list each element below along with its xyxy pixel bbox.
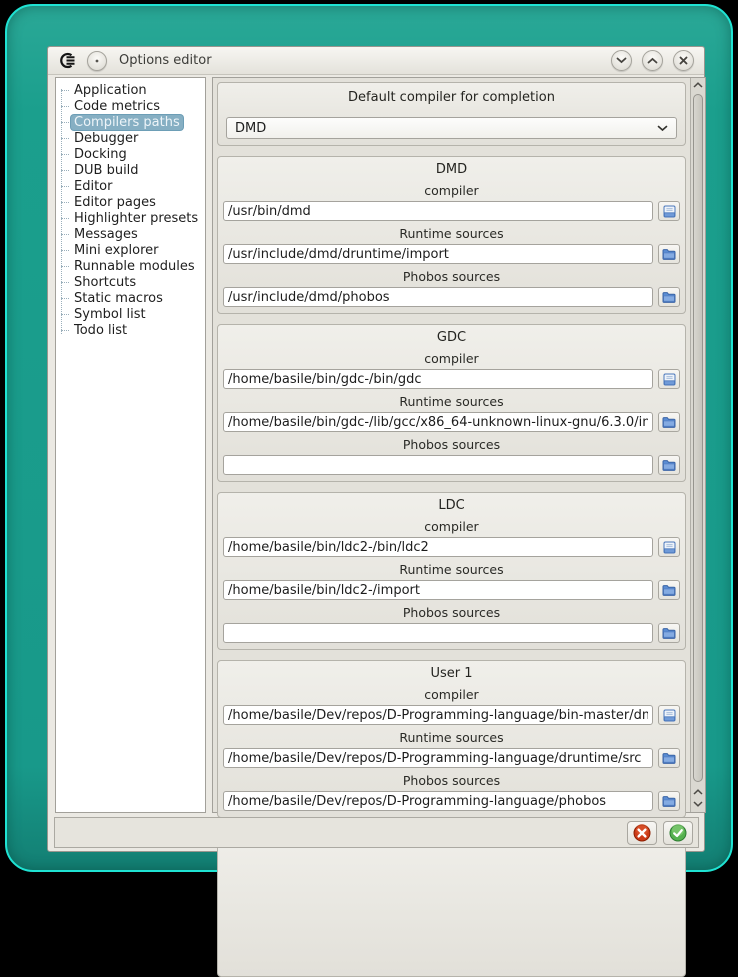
cancel-icon: [633, 824, 651, 842]
sidebar-item-compilers-paths[interactable]: Compilers paths: [56, 114, 205, 130]
compiler-group: [217, 660, 686, 818]
tree-line: [61, 250, 69, 251]
folder-icon: [662, 416, 676, 428]
sidebar-item-messages[interactable]: Messages: [56, 226, 205, 242]
compiler-path-input[interactable]: [223, 537, 653, 557]
group-title: User 1: [430, 666, 473, 681]
sidebar-item-debugger[interactable]: Debugger: [56, 130, 205, 146]
scroll-up-button-bottom[interactable]: [691, 786, 705, 798]
sources-path-input[interactable]: [223, 580, 653, 600]
cancel-button[interactable]: [627, 821, 657, 845]
compiler-path-input[interactable]: [223, 705, 653, 725]
chevron-up-icon: [693, 789, 703, 795]
sidebar-item-static-macros[interactable]: Static macros: [56, 290, 205, 306]
sidebar-item-dub-build[interactable]: DUB build: [56, 162, 205, 178]
field-label: compiler: [424, 183, 479, 198]
window-frame: [5, 4, 733, 872]
titlebar-menu-button[interactable]: [87, 51, 107, 71]
minimize-button[interactable]: [611, 50, 632, 71]
sidebar-item-highlighter-presets[interactable]: Highlighter presets: [56, 210, 205, 226]
sources-path-input[interactable]: [223, 455, 653, 475]
select-folder-button[interactable]: [658, 580, 680, 600]
open-file-button[interactable]: [658, 537, 680, 557]
chevron-down-icon: [657, 125, 668, 132]
field-label: Runtime sources: [399, 562, 504, 577]
folder-icon: [662, 459, 676, 471]
field-label: compiler: [424, 687, 479, 702]
select-folder-button[interactable]: [658, 412, 680, 432]
sources-path-input[interactable]: [223, 748, 653, 768]
sidebar-item-runnable-modules[interactable]: Runnable modules: [56, 258, 205, 274]
compiler-path-input[interactable]: [223, 201, 653, 221]
tree-line: [61, 122, 69, 123]
window-controls: [611, 50, 694, 71]
field-label: Phobos sources: [402, 773, 501, 788]
chevron-up-icon: [647, 57, 658, 64]
select-folder-button[interactable]: [658, 455, 680, 475]
tree-line: [61, 170, 69, 171]
select-folder-button[interactable]: [658, 244, 680, 264]
folder-icon: [662, 752, 676, 764]
maximize-button[interactable]: [642, 50, 663, 71]
sidebar-item-editor-pages[interactable]: Editor pages: [56, 194, 205, 210]
chevron-down-icon: [693, 801, 703, 807]
titlebar[interactable]: [48, 47, 704, 75]
default-compiler-select[interactable]: [226, 117, 677, 139]
sidebar-item-editor[interactable]: Editor: [56, 178, 205, 194]
field-label: Phobos sources: [402, 605, 501, 620]
dot-icon: [95, 59, 99, 63]
file-icon: [663, 709, 676, 722]
folder-icon: [662, 248, 676, 260]
tree-line: [61, 298, 69, 299]
footer-bar: [54, 817, 699, 848]
file-icon: [663, 205, 676, 218]
tree-line: [61, 186, 69, 187]
select-folder-button[interactable]: [658, 791, 680, 811]
group-title: LDC: [438, 498, 465, 513]
options-panel: [212, 77, 706, 813]
sidebar-item-symbol-list[interactable]: Symbol list: [56, 306, 205, 322]
field-label: compiler: [424, 351, 479, 366]
field-label: Runtime sources: [399, 226, 504, 241]
field-label: Runtime sources: [399, 730, 504, 745]
field-label: compiler: [424, 519, 479, 534]
group-title: GDC: [436, 330, 467, 345]
tree-line: [61, 330, 69, 331]
sources-path-input[interactable]: [223, 412, 653, 432]
folder-icon: [662, 795, 676, 807]
sources-path-input[interactable]: [223, 244, 653, 264]
tree-line: [61, 314, 69, 315]
tree-line: [61, 266, 69, 267]
sidebar-item-todo-list[interactable]: Todo list: [56, 322, 205, 338]
sidebar-item-docking[interactable]: Docking: [56, 146, 205, 162]
select-folder-button[interactable]: [658, 623, 680, 643]
sources-path-input[interactable]: [223, 791, 653, 811]
scroll-up-button[interactable]: [691, 78, 705, 92]
tree-line: [61, 202, 69, 203]
compiler-path-input[interactable]: [223, 369, 653, 389]
group-title: Default compiler for completion: [348, 90, 555, 105]
vertical-scrollbar[interactable]: [690, 78, 705, 812]
tree-line: [61, 138, 69, 139]
sidebar-item-shortcuts[interactable]: Shortcuts: [56, 274, 205, 290]
chevron-down-icon: [616, 57, 627, 64]
close-button[interactable]: [673, 50, 694, 71]
compiler-group: [217, 492, 686, 650]
tree-line: [61, 234, 69, 235]
scrollbar-bottom-arrows: [691, 786, 705, 810]
file-icon: [663, 541, 676, 554]
scroll-down-button[interactable]: [691, 798, 705, 810]
compiler-group: [217, 324, 686, 482]
window-title: Options editor: [119, 53, 212, 68]
tree-line: [61, 282, 69, 283]
field-label: Phobos sources: [402, 269, 501, 284]
combo-value: DMD: [235, 120, 267, 136]
select-folder-button[interactable]: [658, 748, 680, 768]
chevron-up-icon: [693, 82, 703, 88]
open-file-button[interactable]: [658, 369, 680, 389]
field-label: Runtime sources: [399, 394, 504, 409]
tree-line: [61, 106, 69, 107]
folder-icon: [662, 627, 676, 639]
folder-icon: [662, 291, 676, 303]
sidebar-item-mini-explorer[interactable]: Mini explorer: [56, 242, 205, 258]
file-icon: [663, 373, 676, 386]
category-list: [55, 77, 206, 813]
sources-path-input[interactable]: [223, 623, 653, 643]
close-icon: [679, 56, 688, 65]
group-title: DMD: [435, 162, 468, 177]
sources-path-input[interactable]: [223, 287, 653, 307]
default-compiler-group: [217, 82, 686, 146]
field-label: Phobos sources: [402, 437, 501, 452]
accept-icon: [669, 824, 687, 842]
open-file-button[interactable]: [658, 201, 680, 221]
sidebar-item-application[interactable]: Application: [56, 82, 205, 98]
compiler-group: [217, 156, 686, 314]
compiler-group: [217, 828, 686, 977]
accept-button[interactable]: [663, 821, 693, 845]
tree-line: [61, 218, 69, 219]
tree-line: [61, 90, 69, 91]
scrollbar-thumb[interactable]: [693, 94, 703, 782]
select-folder-button[interactable]: [658, 287, 680, 307]
folder-icon: [662, 584, 676, 596]
open-file-button[interactable]: [658, 705, 680, 725]
options-editor-window: [47, 46, 705, 852]
coedit-logo-icon: [58, 52, 78, 69]
sidebar-item-code-metrics[interactable]: Code metrics: [56, 98, 205, 114]
tree-line: [61, 154, 69, 155]
